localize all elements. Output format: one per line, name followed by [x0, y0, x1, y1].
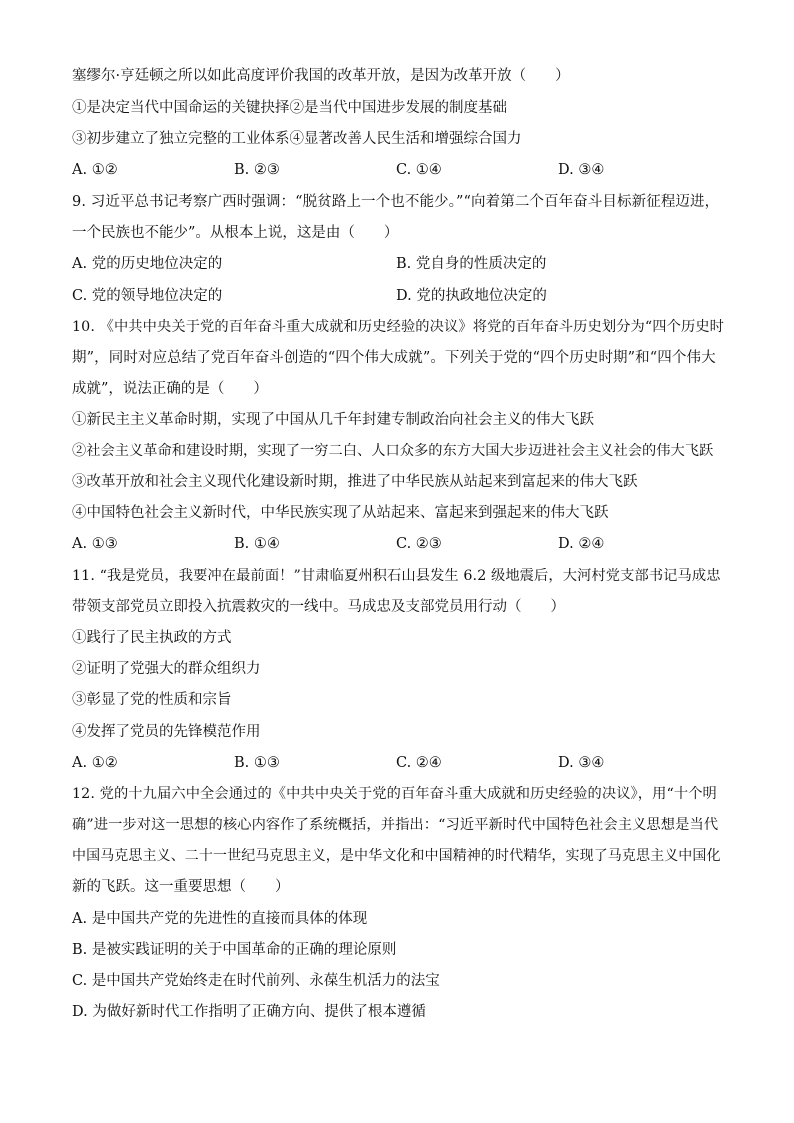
- question-10-option-d[interactable]: D. ②④: [558, 536, 605, 552]
- question-12-stem-line: 新的飞跃。这一重要思想（ ）: [72, 879, 290, 895]
- question-8-stem: 塞缪尔·亨廷顿之所以如此高度评价我国的改革开放，是因为改革开放（ ）: [72, 68, 570, 84]
- question-12-stem-line: 中国马克思主义、二十一世纪马克思主义，是中华文化和中国精神的时代精华，实现了马克思主义中国化: [72, 848, 721, 864]
- question-9-stem-line: 一个民族也不能少”。从根本上说，这是由（ ）: [72, 225, 399, 241]
- question-10-item: ③改革开放和社会主义现代化建设新时期，推进了中华民族从站起来到富起来的伟大飞跃: [72, 474, 638, 490]
- question-8-option-b[interactable]: B. ②③: [234, 162, 280, 178]
- question-10-option-c[interactable]: C. ②③: [396, 536, 442, 552]
- question-11-option-a[interactable]: A. ①②: [72, 755, 118, 771]
- question-10-item: ①新民主主义革命时期，实现了中国从几千年封建专制政治向社会主义的伟大飞跃: [72, 412, 594, 428]
- question-12-option-d[interactable]: D. 为做好新时代工作指明了正确方向、提供了根本遵循: [72, 1004, 426, 1020]
- question-12-option-b[interactable]: B. 是被实践证明的关于中国革命的正确的理论原则: [72, 942, 397, 958]
- question-8-option-c[interactable]: C. ①④: [396, 162, 442, 178]
- question-9-option-c[interactable]: C. 党的领导地位决定的: [72, 288, 223, 304]
- question-8-option-a[interactable]: A. ①②: [72, 162, 118, 178]
- question-11-item: ②证明了党强大的群众组织力: [72, 661, 261, 677]
- question-11-option-b[interactable]: B. ①③: [234, 755, 280, 771]
- question-8-item: ①是决定当代中国命运的关键抉择②是当代中国进步发展的制度基础: [72, 100, 507, 116]
- question-10-stem-line: 10. 《中共中央关于党的百年奋斗重大成就和历史经验的决议》将党的百年奋斗历史划分为“四个历史时: [72, 319, 725, 335]
- question-10-stem-line: 期”，同时对应总结了党百年奋斗创造的“四个伟大成就”。下列关于党的“四个历史时期”和“四个伟大: [72, 350, 716, 366]
- question-9-option-d[interactable]: D. 党的执政地位决定的: [396, 288, 547, 304]
- question-12-option-a[interactable]: A. 是中国共产党的先进性的直接而具体的体现: [72, 911, 368, 927]
- question-12-option-c[interactable]: C. 是中国共产党始终走在时代前列、永葆生机活力的法宝: [72, 973, 440, 989]
- question-9-option-a[interactable]: A. 党的历史地位决定的: [72, 256, 223, 272]
- question-10-item: ②社会主义革命和建设时期，实现了一穷二白、人口众多的东方大国大步迈进社会主义社会的伟大飞跃: [72, 443, 714, 459]
- question-10-option-a[interactable]: A. ①③: [72, 536, 118, 552]
- question-11-item: ①践行了民主执政的方式: [72, 630, 232, 646]
- question-11-item: ④发挥了党员的先锋模范作用: [72, 724, 261, 740]
- question-11-option-c[interactable]: C. ②④: [396, 755, 442, 771]
- question-10-stem-line: 成就”，说法正确的是（ ）: [72, 381, 268, 397]
- question-10-option-b[interactable]: B. ①④: [234, 536, 280, 552]
- question-9-stem-line: 9. 习近平总书记考察广西时强调：“脱贫路上一个也不能少。”“向着第二个百年奋斗目标新征程迈进，: [72, 194, 720, 210]
- question-10-item: ④中国特色社会主义新时代，中华民族实现了从站起来、富起来到强起来的伟大飞跃: [72, 505, 609, 521]
- question-11-option-d[interactable]: D. ③④: [558, 755, 605, 771]
- question-11-stem-line: 11. “我是党员，我要冲在最前面！”甘肃临夏州积石山县发生 6.2 级地震后，大河村党支部书记马成忠: [72, 568, 721, 584]
- question-8-item: ③初步建立了独立完整的工业体系④显著改善人民生活和增强综合国力: [72, 131, 522, 147]
- question-12-stem-line: 12. 党的十九届六中全会通过的《中共中央关于党的百年奋斗重大成就和历史经验的决议》，用“十个明: [72, 786, 717, 802]
- question-11-stem-line: 带领支部党员立即投入抗震救灾的一线中。马成忠及支部党员用行动（ ）: [72, 599, 565, 615]
- question-8-option-d[interactable]: D. ③④: [558, 162, 605, 178]
- question-11-item: ③彰显了党的性质和宗旨: [72, 692, 232, 708]
- question-12-stem-line: 确”进一步对这一思想的核心内容作了系统概括，并指出：“习近平新时代中国特色社会主义思想是当代: [72, 817, 719, 833]
- question-9-option-b[interactable]: B. 党自身的性质决定的: [396, 256, 547, 272]
